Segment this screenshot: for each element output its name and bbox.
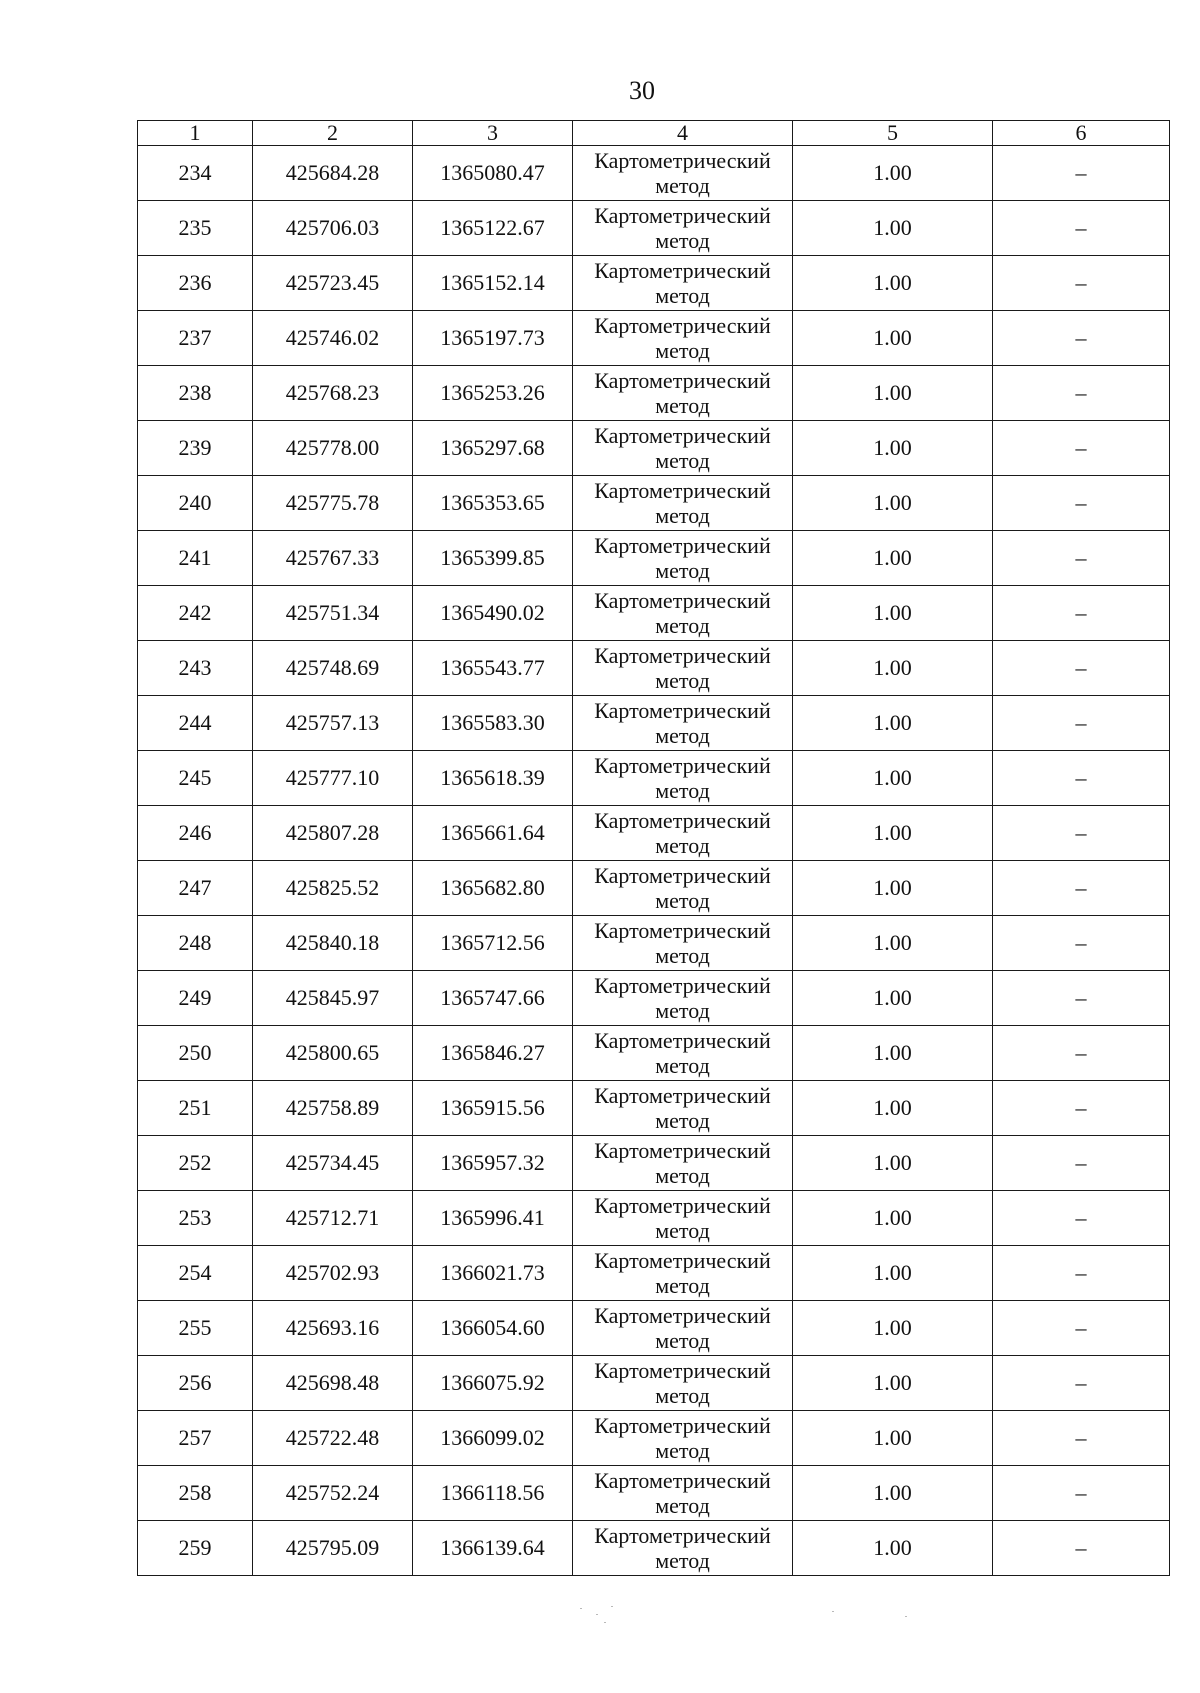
method-cell	[573, 971, 793, 1026]
point-number-cell: 245	[138, 751, 253, 806]
accuracy-cell: 1.00	[793, 531, 993, 586]
y-coordinate-cell: 1365682.80	[413, 861, 573, 916]
note-cell: –	[993, 311, 1170, 366]
table-row	[138, 1081, 1170, 1136]
column-header-4: 4	[573, 121, 793, 146]
method-line-2: метод	[655, 1548, 710, 1573]
y-coordinate-cell: 1366099.02	[413, 1411, 573, 1466]
method-line-1: Картометрический	[594, 808, 771, 833]
y-coordinate-cell: 1366118.56	[413, 1466, 573, 1521]
scan-speckle	[604, 1622, 606, 1623]
point-number-cell: 239	[138, 421, 253, 476]
table-row	[138, 1191, 1170, 1246]
y-coordinate-cell: 1365543.77	[413, 641, 573, 696]
method-line-1: Картометрический	[594, 478, 771, 503]
accuracy-cell: 1.00	[793, 1026, 993, 1081]
method-cell	[573, 1136, 793, 1191]
accuracy-cell: 1.00	[793, 311, 993, 366]
y-coordinate-cell: 1365490.02	[413, 586, 573, 641]
column-header-6: 6	[993, 121, 1170, 146]
method-cell	[573, 366, 793, 421]
method-line-1: Картометрический	[594, 1413, 771, 1438]
point-number-cell: 238	[138, 366, 253, 421]
accuracy-cell: 1.00	[793, 1136, 993, 1191]
method-line-2: метод	[655, 1438, 710, 1463]
y-coordinate-cell: 1365353.65	[413, 476, 573, 531]
x-coordinate-cell: 425775.78	[253, 476, 413, 531]
table-row	[138, 201, 1170, 256]
table-row	[138, 696, 1170, 751]
table-body	[138, 146, 1170, 1576]
x-coordinate-cell: 425825.52	[253, 861, 413, 916]
note-cell: –	[993, 1246, 1170, 1301]
method-line-1: Картометрический	[594, 753, 771, 778]
method-line-1: Картометрический	[594, 1523, 771, 1548]
point-number-cell: 253	[138, 1191, 253, 1246]
method-cell	[573, 806, 793, 861]
method-line-2: метод	[655, 888, 710, 913]
x-coordinate-cell: 425751.34	[253, 586, 413, 641]
y-coordinate-cell: 1366021.73	[413, 1246, 573, 1301]
y-coordinate-cell: 1365618.39	[413, 751, 573, 806]
method-line-1: Картометрический	[594, 1303, 771, 1328]
point-number-cell: 234	[138, 146, 253, 201]
method-cell	[573, 1246, 793, 1301]
y-coordinate-cell: 1365915.56	[413, 1081, 573, 1136]
point-number-cell: 240	[138, 476, 253, 531]
method-line-2: метод	[655, 943, 710, 968]
accuracy-cell: 1.00	[793, 1301, 993, 1356]
note-cell: –	[993, 146, 1170, 201]
x-coordinate-cell: 425795.09	[253, 1521, 413, 1576]
method-line-2: метод	[655, 393, 710, 418]
table-row	[138, 421, 1170, 476]
method-line-1: Картометрический	[594, 918, 771, 943]
table-row	[138, 366, 1170, 421]
note-cell: –	[993, 421, 1170, 476]
table-row	[138, 916, 1170, 971]
x-coordinate-cell: 425684.28	[253, 146, 413, 201]
note-cell: –	[993, 806, 1170, 861]
accuracy-cell: 1.00	[793, 1411, 993, 1466]
x-coordinate-cell: 425702.93	[253, 1246, 413, 1301]
table-row	[138, 1301, 1170, 1356]
note-cell: –	[993, 861, 1170, 916]
method-line-2: метод	[655, 1163, 710, 1188]
scan-speckle	[596, 1614, 598, 1615]
point-number-cell: 241	[138, 531, 253, 586]
method-line-1: Картометрический	[594, 148, 771, 173]
table-row	[138, 256, 1170, 311]
method-line-2: метод	[655, 283, 710, 308]
method-line-1: Картометрический	[594, 588, 771, 613]
x-coordinate-cell: 425777.10	[253, 751, 413, 806]
point-number-cell: 250	[138, 1026, 253, 1081]
method-cell	[573, 1081, 793, 1136]
table-row	[138, 751, 1170, 806]
x-coordinate-cell: 425768.23	[253, 366, 413, 421]
y-coordinate-cell: 1365661.64	[413, 806, 573, 861]
x-coordinate-cell: 425757.13	[253, 696, 413, 751]
method-cell	[573, 1026, 793, 1081]
y-coordinate-cell: 1365253.26	[413, 366, 573, 421]
table-row	[138, 806, 1170, 861]
note-cell: –	[993, 971, 1170, 1026]
point-number-cell: 257	[138, 1411, 253, 1466]
method-cell	[573, 751, 793, 806]
point-number-cell: 248	[138, 916, 253, 971]
method-line-1: Картометрический	[594, 258, 771, 283]
accuracy-cell: 1.00	[793, 696, 993, 751]
method-line-2: метод	[655, 558, 710, 583]
scan-speckle	[611, 1606, 613, 1607]
method-line-1: Картометрический	[594, 368, 771, 393]
method-cell	[573, 861, 793, 916]
table-row	[138, 311, 1170, 366]
accuracy-cell: 1.00	[793, 1521, 993, 1576]
column-header-2: 2	[253, 121, 413, 146]
x-coordinate-cell: 425778.00	[253, 421, 413, 476]
coordinates-table	[137, 120, 1170, 1576]
page-number: 30	[629, 76, 655, 105]
method-line-1: Картометрический	[594, 423, 771, 448]
scan-speckle	[580, 1608, 582, 1609]
note-cell: –	[993, 696, 1170, 751]
x-coordinate-cell: 425748.69	[253, 641, 413, 696]
x-coordinate-cell: 425746.02	[253, 311, 413, 366]
method-line-2: метод	[655, 1493, 710, 1518]
method-line-2: метод	[655, 998, 710, 1023]
method-cell	[573, 476, 793, 531]
method-cell	[573, 641, 793, 696]
accuracy-cell: 1.00	[793, 971, 993, 1026]
y-coordinate-cell: 1365197.73	[413, 311, 573, 366]
method-cell	[573, 1356, 793, 1411]
y-coordinate-cell: 1366054.60	[413, 1301, 573, 1356]
table-row	[138, 1521, 1170, 1576]
point-number-cell: 254	[138, 1246, 253, 1301]
point-number-cell: 237	[138, 311, 253, 366]
method-line-2: метод	[655, 613, 710, 638]
y-coordinate-cell: 1365712.56	[413, 916, 573, 971]
table-row	[138, 1246, 1170, 1301]
method-cell	[573, 201, 793, 256]
method-line-1: Картометрический	[594, 313, 771, 338]
method-line-2: метод	[655, 503, 710, 528]
column-header-5: 5	[793, 121, 993, 146]
method-line-2: метод	[655, 1053, 710, 1078]
method-cell	[573, 696, 793, 751]
note-cell: –	[993, 256, 1170, 311]
note-cell: –	[993, 366, 1170, 421]
note-cell: –	[993, 476, 1170, 531]
x-coordinate-cell: 425712.71	[253, 1191, 413, 1246]
x-coordinate-cell: 425807.28	[253, 806, 413, 861]
note-cell: –	[993, 1026, 1170, 1081]
x-coordinate-cell: 425706.03	[253, 201, 413, 256]
y-coordinate-cell: 1365957.32	[413, 1136, 573, 1191]
point-number-cell: 236	[138, 256, 253, 311]
method-cell	[573, 531, 793, 586]
table-row	[138, 146, 1170, 201]
accuracy-cell: 1.00	[793, 641, 993, 696]
point-number-cell: 244	[138, 696, 253, 751]
point-number-cell: 256	[138, 1356, 253, 1411]
method-line-2: метод	[655, 173, 710, 198]
accuracy-cell: 1.00	[793, 366, 993, 421]
point-number-cell: 255	[138, 1301, 253, 1356]
table-row	[138, 641, 1170, 696]
x-coordinate-cell: 425800.65	[253, 1026, 413, 1081]
scan-speckle	[905, 1616, 907, 1617]
method-line-2: метод	[655, 723, 710, 748]
method-line-2: метод	[655, 1218, 710, 1243]
point-number-cell: 246	[138, 806, 253, 861]
method-cell	[573, 1466, 793, 1521]
note-cell: –	[993, 1411, 1170, 1466]
table-row	[138, 586, 1170, 641]
point-number-cell: 235	[138, 201, 253, 256]
table-row	[138, 861, 1170, 916]
y-coordinate-cell: 1365080.47	[413, 146, 573, 201]
x-coordinate-cell: 425758.89	[253, 1081, 413, 1136]
method-cell	[573, 146, 793, 201]
method-line-1: Картометрический	[594, 1193, 771, 1218]
table-row	[138, 531, 1170, 586]
note-cell: –	[993, 531, 1170, 586]
table-row	[138, 476, 1170, 531]
method-line-2: метод	[655, 448, 710, 473]
y-coordinate-cell: 1365152.14	[413, 256, 573, 311]
method-line-2: метод	[655, 1273, 710, 1298]
accuracy-cell: 1.00	[793, 1081, 993, 1136]
header-row	[138, 121, 1170, 146]
method-line-1: Картометрический	[594, 698, 771, 723]
method-line-2: метод	[655, 228, 710, 253]
accuracy-cell: 1.00	[793, 916, 993, 971]
method-line-2: метод	[655, 833, 710, 858]
method-cell	[573, 1521, 793, 1576]
point-number-cell: 242	[138, 586, 253, 641]
point-number-cell: 243	[138, 641, 253, 696]
x-coordinate-cell: 425752.24	[253, 1466, 413, 1521]
method-line-1: Картометрический	[594, 863, 771, 888]
note-cell: –	[993, 1356, 1170, 1411]
y-coordinate-cell: 1365996.41	[413, 1191, 573, 1246]
method-line-1: Картометрический	[594, 203, 771, 228]
point-number-cell: 252	[138, 1136, 253, 1191]
note-cell: –	[993, 1136, 1170, 1191]
y-coordinate-cell: 1365747.66	[413, 971, 573, 1026]
method-line-2: метод	[655, 778, 710, 803]
accuracy-cell: 1.00	[793, 806, 993, 861]
method-line-2: метод	[655, 668, 710, 693]
scan-speckle	[832, 1611, 834, 1612]
note-cell: –	[993, 1466, 1170, 1521]
method-line-2: метод	[655, 1108, 710, 1133]
accuracy-cell: 1.00	[793, 201, 993, 256]
note-cell: –	[993, 751, 1170, 806]
accuracy-cell: 1.00	[793, 1356, 993, 1411]
y-coordinate-cell: 1365846.27	[413, 1026, 573, 1081]
method-line-1: Картометрический	[594, 1468, 771, 1493]
y-coordinate-cell: 1366075.92	[413, 1356, 573, 1411]
accuracy-cell: 1.00	[793, 256, 993, 311]
point-number-cell: 249	[138, 971, 253, 1026]
method-cell	[573, 311, 793, 366]
column-header-3: 3	[413, 121, 573, 146]
x-coordinate-cell: 425845.97	[253, 971, 413, 1026]
table-row	[138, 1411, 1170, 1466]
method-line-1: Картометрический	[594, 1358, 771, 1383]
point-number-cell: 251	[138, 1081, 253, 1136]
accuracy-cell: 1.00	[793, 861, 993, 916]
note-cell: –	[993, 586, 1170, 641]
y-coordinate-cell: 1365122.67	[413, 201, 573, 256]
method-line-1: Картометрический	[594, 1248, 771, 1273]
method-line-1: Картометрический	[594, 533, 771, 558]
accuracy-cell: 1.00	[793, 476, 993, 531]
method-cell	[573, 1411, 793, 1466]
x-coordinate-cell: 425723.45	[253, 256, 413, 311]
table-row	[138, 971, 1170, 1026]
method-cell	[573, 916, 793, 971]
point-number-cell: 247	[138, 861, 253, 916]
point-number-cell: 259	[138, 1521, 253, 1576]
accuracy-cell: 1.00	[793, 1466, 993, 1521]
note-cell: –	[993, 201, 1170, 256]
x-coordinate-cell: 425722.48	[253, 1411, 413, 1466]
method-cell	[573, 1191, 793, 1246]
method-cell	[573, 421, 793, 476]
method-line-1: Картометрический	[594, 973, 771, 998]
method-cell	[573, 256, 793, 311]
accuracy-cell: 1.00	[793, 146, 993, 201]
table-row	[138, 1136, 1170, 1191]
y-coordinate-cell: 1366139.64	[413, 1521, 573, 1576]
accuracy-cell: 1.00	[793, 586, 993, 641]
x-coordinate-cell: 425734.45	[253, 1136, 413, 1191]
x-coordinate-cell: 425840.18	[253, 916, 413, 971]
x-coordinate-cell: 425693.16	[253, 1301, 413, 1356]
method-line-2: метод	[655, 1383, 710, 1408]
y-coordinate-cell: 1365399.85	[413, 531, 573, 586]
note-cell: –	[993, 916, 1170, 971]
method-line-1: Картометрический	[594, 1138, 771, 1163]
table-row	[138, 1466, 1170, 1521]
note-cell: –	[993, 1081, 1170, 1136]
point-number-cell: 258	[138, 1466, 253, 1521]
y-coordinate-cell: 1365297.68	[413, 421, 573, 476]
method-cell	[573, 1301, 793, 1356]
method-line-2: метод	[655, 338, 710, 363]
table-row	[138, 1356, 1170, 1411]
method-line-1: Картометрический	[594, 1028, 771, 1053]
y-coordinate-cell: 1365583.30	[413, 696, 573, 751]
table-header	[138, 121, 1170, 146]
column-header-1: 1	[138, 121, 253, 146]
note-cell: –	[993, 641, 1170, 696]
x-coordinate-cell: 425698.48	[253, 1356, 413, 1411]
note-cell: –	[993, 1301, 1170, 1356]
method-line-1: Картометрический	[594, 643, 771, 668]
method-line-1: Картометрический	[594, 1083, 771, 1108]
method-cell	[573, 586, 793, 641]
x-coordinate-cell: 425767.33	[253, 531, 413, 586]
note-cell: –	[993, 1521, 1170, 1576]
method-line-2: метод	[655, 1328, 710, 1353]
accuracy-cell: 1.00	[793, 751, 993, 806]
note-cell: –	[993, 1191, 1170, 1246]
accuracy-cell: 1.00	[793, 1246, 993, 1301]
accuracy-cell: 1.00	[793, 1191, 993, 1246]
accuracy-cell: 1.00	[793, 421, 993, 476]
table-row	[138, 1026, 1170, 1081]
